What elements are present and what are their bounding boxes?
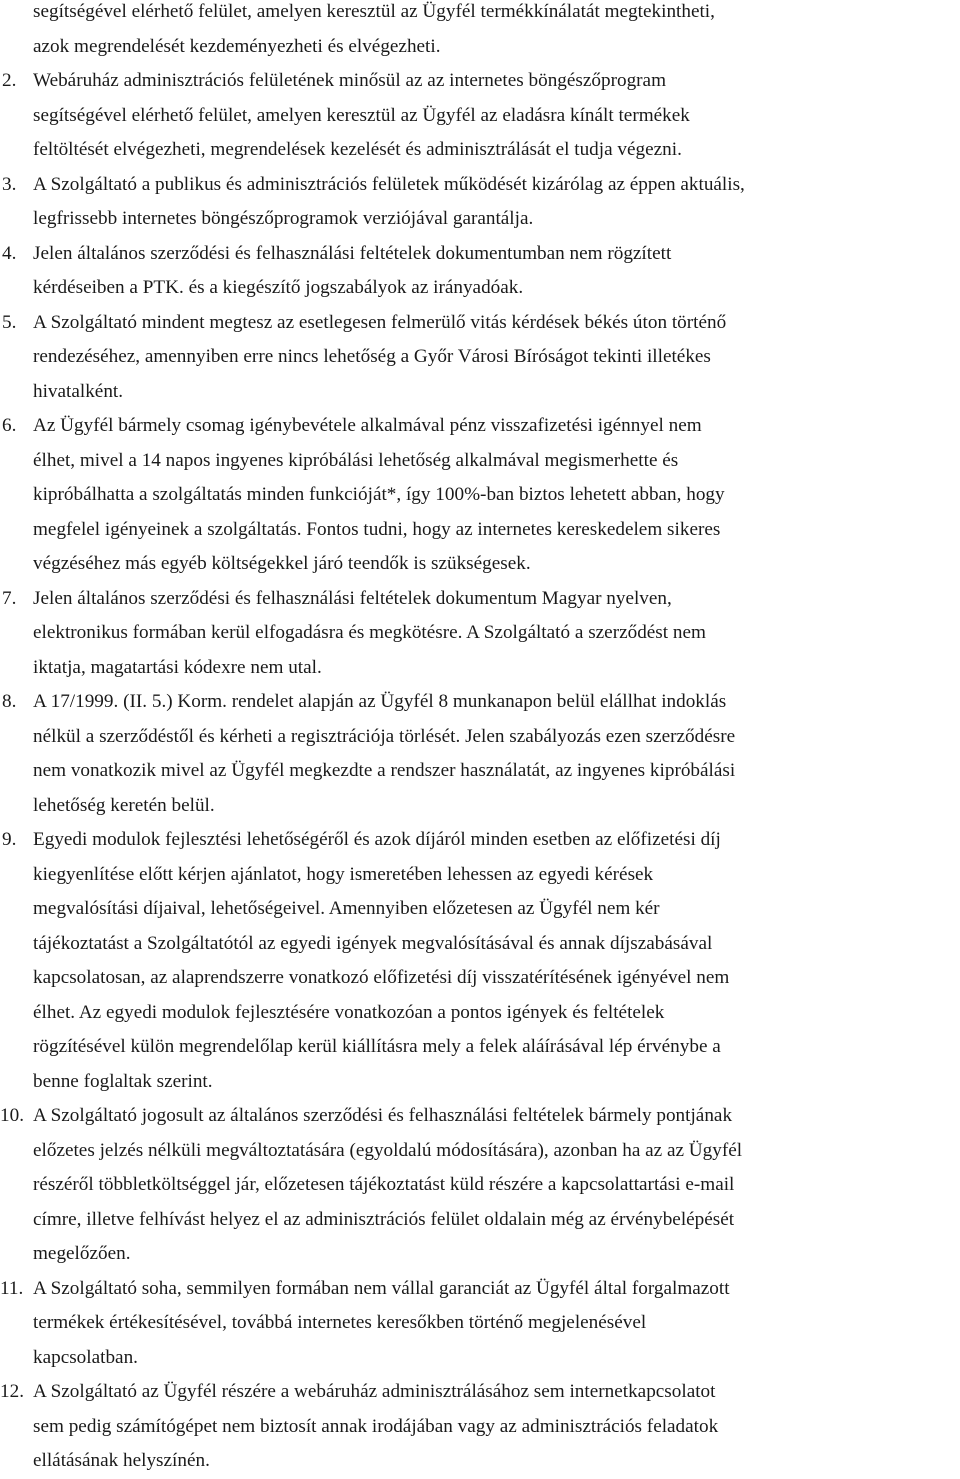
text-line: hivatalként. [33,380,124,402]
item-number: 8. [2,691,17,712]
list-item-8 [0,685,958,823]
text-line: lehetőség keretén belül. [33,794,215,816]
text-line: nélkül a szerződéstől és kérheti a regisztrációja törlését. Jelen szabályozás ezen szerződésre [33,725,736,747]
list-item-5 [0,306,958,410]
text-line: előzetes jelzés nélküli megváltoztatására (egyoldalú módosítására), azonban ha az az Ügyfél [33,1139,743,1161]
text-line: A 17/1999. (II. 5.) Korm. rendelet alapján az Ügyfél 8 munkanapon belül elállhat indoklás [33,691,727,712]
text-line: megelőzően. [33,1243,131,1264]
list-item-11 [0,1272,958,1376]
list-item-12 [0,1375,958,1479]
text-line: kipróbálhatta a szolgáltatás minden funkcióját*, így 100%-ban biztos lehetett abban, hogy [33,484,725,505]
text-line: termékek értékesítésével, továbbá internetes keresőkben történő megjelenésével [33,1312,647,1333]
text-line: kérdéseiben a PTK. és a kiegészítő jogszabályok az irányadóak. [33,277,524,298]
item-text [33,64,958,168]
terms-list [0,64,960,1479]
text-line: iktatja, magatartási kódexre nem utal. [33,656,322,678]
text-line: Webáruház adminisztrációs felületének minősül az az internetes böngészőprogram [33,70,666,91]
item-number: 6. [2,415,17,436]
list-item-6 [0,409,958,582]
text-line: végzéséhez más egyéb költségekkel járó teendők is szükségesek. [33,553,531,574]
item-number: 2. [2,70,17,91]
text-line: megfelel igényeinek a szolgáltatás. Fontos tudni, hogy az internetes kereskedelem sikeres [33,518,721,540]
text-line: A Szolgáltató soha, semmilyen formában nem vállal garanciát az Ügyfél által forgalmazott [33,1277,730,1299]
item-text [33,306,958,410]
text-line: Egyedi modulok fejlesztési lehetőségéről és azok díjáról minden esetben az előfizetési díj [33,829,721,850]
text-line: A Szolgáltató mindent megtesz az esetlegesen felmerülő vitás kérdések békés úton történő [33,311,727,333]
text-line: A Szolgáltató a publikus és adminisztrációs felületek működését kizárólag az éppen aktuális, [33,173,745,195]
item-text [33,685,958,823]
text-line: Jelen általános szerződési és felhasználási feltételek dokumentumban nem rögzített [33,242,672,264]
text-line: rendezéséhez, amennyiben erre nincs lehetőség a Győr Városi Bíróságot tekinti illetékes [33,346,711,367]
item-number: 3. [2,173,17,195]
text-line: élhet. Az egyedi modulok fejlesztésére vonatkozóan a pontos igények és feltételek [33,1001,665,1023]
text-line: részéről többletköltséggel jár, előzetesen tájékoztatást küld részére a kapcsolattartási e-mail [33,1174,735,1195]
text-line: ellátásának helyszínén. [33,1450,210,1471]
text-line: azok megrendelését kezdeményezheti és elvégezheti. [33,35,441,57]
item-number: 7. [2,587,17,609]
list-item-10 [0,1099,958,1272]
text-line: Jelen általános szerződési és felhasználási feltételek dokumentum Magyar nyelven, [33,587,672,609]
text-line: segítségével elérhető felület, amelyen keresztül az Ügyfél termékkínálatát megtekintheti, [33,1,715,22]
text-line: segítségével elérhető felület, amelyen keresztül az Ügyfél az eladásra kínált termékek [33,104,690,126]
text-line: élhet, mivel a 14 napos ingyenes kipróbálási lehetőség alkalmával megismerhette és [33,449,679,471]
item-text [33,823,958,1099]
list-item-2 [0,64,958,168]
text-line: feltöltését elvégezheti, megrendelések kezelését és adminisztrálását el tudja végezni. [33,139,682,160]
item-number: 4. [2,242,17,264]
item-text [33,1375,958,1479]
text-line: kiegyenlítése előtt kérjen ajánlatot, hogy ismeretében lehessen az egyedi kérések [33,863,654,885]
text-line: elektronikus formában kerül elfogadásra és megkötésre. A Szolgáltató a szerződést nem [33,622,706,643]
item-text [33,1099,958,1272]
continuation-paragraph [33,0,958,64]
text-line: nem vonatkozik mivel az Ügyfél megkezdte a rendszer használatát, az ingyenes kipróbálási [33,760,736,781]
text-line: rögzítésével külön megrendelőlap kerül kiállításra mely a felek aláírásával lép érvénybe a [33,1036,721,1057]
list-item-7 [0,582,958,686]
item-text [33,168,958,237]
item-text [33,409,958,582]
text-line: címre, illetve felhívást helyez el az adminisztrációs felület oldalain még az érvénybelépését [33,1208,735,1230]
item-number: 9. [2,829,17,850]
text-line: megvalósítási díjaival, lehetőségeivel. Amennyiben előzetesen az Ügyfél nem kér [33,898,660,919]
text-line: A Szolgáltató az Ügyfél részére a webáruház adminisztrálásához sem internetkapcsolatot [33,1381,716,1402]
item-number: 12. [0,1381,24,1402]
list-item-3 [0,168,958,237]
list-item-9 [0,823,958,1099]
text-line: Az Ügyfél bármely csomag igénybevétele alkalmával pénz visszafizetési igénnyel nem [33,415,702,436]
item-text [33,237,958,306]
list-item-4 [0,237,958,306]
item-text [33,1272,958,1376]
text-line: tájékoztatást a Szolgáltatótól az egyedi igények megvalósításával és annak díjszabásával [33,932,713,954]
text-line: legfrissebb internetes böngészőprogramok verziójával garantálja. [33,208,534,229]
text-line: benne foglaltak szerint. [33,1070,213,1092]
text-line: kapcsolatban. [33,1346,138,1368]
text-line: sem pedig számítógépet nem biztosít annak irodájában vagy az adminisztrációs feladatok [33,1415,719,1437]
item-number: 5. [2,311,17,333]
item-number: 10. [0,1105,24,1126]
item-text [33,582,958,686]
text-line: A Szolgáltató jogosult az általános szerződési és felhasználási feltételek bármely pontjának [33,1105,733,1126]
item-number: 11. [0,1277,24,1299]
text-line: kapcsolatosan, az alaprendszerre vonatkozó előfizetési díj visszatérítésének igényével nem [33,967,730,988]
